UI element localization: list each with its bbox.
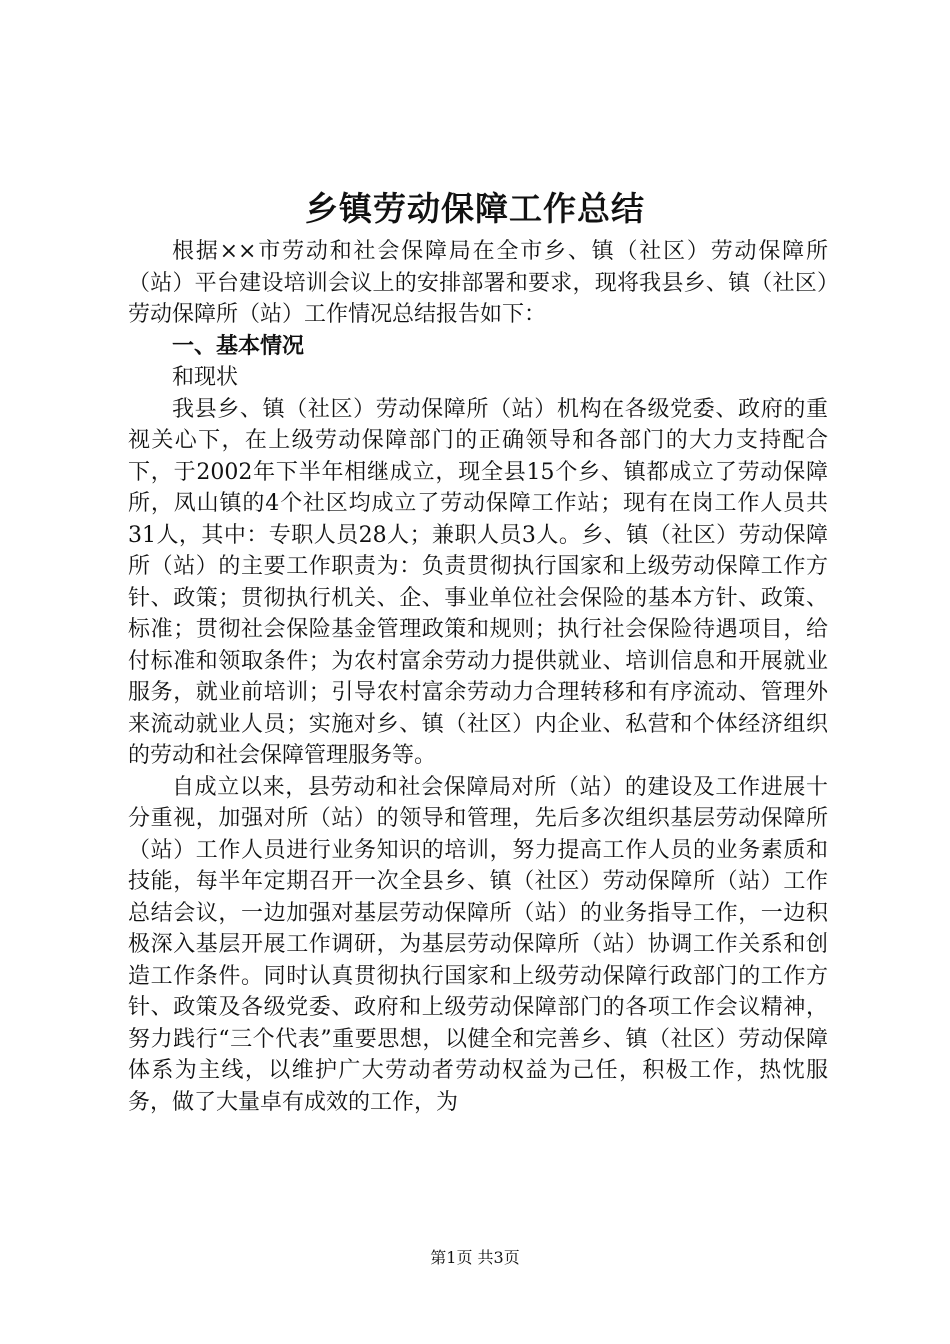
document-body	[128, 236, 828, 1118]
document-title: 乡镇劳动保障工作总结	[305, 189, 645, 228]
body-paragraph: 自成立以来，县劳动和社会保障局对所（站）的建设及工作进展十分重视，加强对所（站）的领导和管理，先后多次组织基层劳动保障所（站）工作人员进行业务知识的培训，努力提高工作人员的业务素质和技能，每半年定期召开一次全县乡、镇（社区）劳动保障所（站）工作总结会议，一边加强对基层劳动保障所（站）的业务指导工作，一边积极深入基层开展工作调研，为基层劳动保障所（站）协调工作关系和创造工作条件。同时认真贯彻执行国家和上级劳动保障行政部门的工作方针、政策及各级党委、政府和上级劳动保障部门的各项工作会议精神，努力践行“三个代表”重要思想，以健全和完善乡、镇（社区）劳动保障体系为主线，以维护广大劳动者劳动权益为己任，积极工作，热忱服务，做了大量卓有成效的工作，为	[128, 774, 828, 1115]
page-footer: 第1页 共3页	[430, 1248, 520, 1267]
body-paragraph: 我县乡、镇（社区）劳动保障所（站）机构在各级党委、政府的重视关心下，在上级劳动保障部门的正确领导和各部门的大力支持配合下，于2002年下半年相继成立，现全县15个乡、镇都成立了劳动保障所，凤山镇的4个社区均成立了劳动保障工作站；现有在岗工作人员共31人，其中：专职人员28人；兼职人员3人。乡、镇（社区）劳动保障所（站）的主要工作职责为：负责贯彻执行国家和上级劳动保障工作方针、政策；贯彻执行机关、企、事业单位社会保险的基本方针、政策、标准；贯彻社会保险基金管理政策和规则；执行社会保险待遇项目，给付标准和领取条件；为农村富余劳动力提供就业、培训信息和开展就业服务，就业前培训；引导农村富余劳动力合理转移和有序流动、管理外来流动就业人员；实施对乡、镇（社区）内企业、私营和个体经济组织的劳动和社会保障管理服务等。	[128, 396, 828, 768]
section-heading-continuation: 和现状	[172, 365, 239, 390]
section-heading: 一、基本情况	[172, 333, 305, 359]
intro-paragraph: 根据××市劳动和社会保障局在全市乡、镇（社区）劳动保障所（站）平台建设培训会议上的安排部署和要求，现将我县乡、镇（社区）劳动保障所（站）工作情况总结报告如下：	[128, 239, 828, 327]
